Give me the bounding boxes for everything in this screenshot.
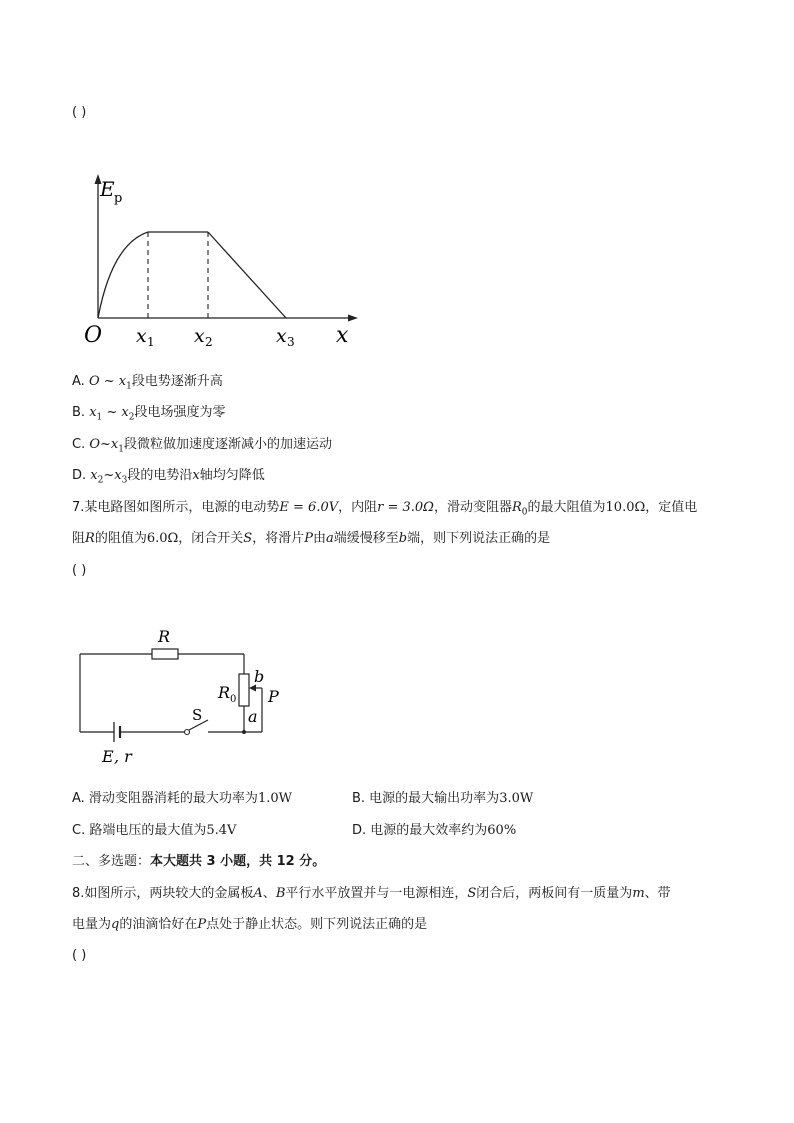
label-r0-sub: 0 [230, 694, 237, 705]
label-r: R [158, 627, 171, 646]
q7-option-d: D. 电源的最大效率约为60% [352, 823, 517, 838]
q8-stem-line2: 电量为q的油滴恰好在P点处于静止状态。则下列说法正确的是 [72, 917, 428, 932]
tick-x2-sub: 2 [205, 335, 213, 349]
switch-s-contact [185, 730, 190, 735]
tick-x1-sub: 1 [147, 335, 155, 349]
node-a [242, 730, 246, 734]
q7-answer-paren: ( ) [72, 563, 87, 578]
label-b: b [254, 667, 265, 686]
q7-option-b: B. 电源的最大输出功率为3.0W [352, 791, 534, 806]
label-r-internal: , r [114, 747, 132, 766]
x-axis-label: x [336, 323, 349, 348]
tick-x1: x [136, 325, 147, 347]
q7-option-a: A. 滑动变阻器消耗的最大功率为1.0W [72, 791, 292, 806]
ep-x-graph [78, 172, 368, 352]
label-e: E [102, 747, 114, 766]
q6-answer-paren: ( ) [72, 105, 87, 120]
rheostat-r0 [239, 674, 249, 706]
q6-option-b: B. $x_1$ ~ $x_2$段电场强度为零 [72, 405, 226, 423]
q6-option-d: D. $x_2\sim x_3$段的电势沿x轴均匀降低 [72, 468, 265, 486]
q6-option-c: C. $O\sim x_1$段微粒做加速度逐渐减小的加速运动 [72, 437, 332, 455]
label-p: P [268, 687, 279, 706]
q6-option-a: A. O ~ $x_1$段电势逐渐升高 [72, 374, 223, 392]
q8-answer-paren: ( ) [72, 948, 87, 963]
label-a: a [248, 707, 258, 726]
tick-x3-sub: 3 [287, 335, 295, 349]
section-heading-multiple-choice: 二、多选题：本大题共 3 小题，共 12 分。 [72, 854, 326, 869]
label-r0: R [218, 683, 231, 702]
circuit-diagram [72, 622, 282, 772]
q8-stem-line1: 8.如图所示，两块较大的金属板A、B平行水平放置并与一电源相连，S闭合后，两板间有一质量为m、带 [72, 886, 671, 901]
ep-decline [208, 232, 286, 318]
resistor-r [152, 649, 178, 659]
y-label: E [100, 177, 115, 201]
q7-stem-line2: 阻R的阻值为6.0Ω，闭合开关S，将滑片P由a端缓慢移至b端，则下列说法正确的是 [72, 531, 551, 546]
q7-stem-line1: 7.某电路图如图所示，电源的电动势E = 6.0V，内阻r = 3.0Ω，滑动变阻器$R_0$的最大阻值为10.0Ω，定值电 [72, 500, 698, 518]
label-s: S [192, 706, 203, 724]
y-label-sub: p [114, 191, 123, 206]
q7-option-c: C. 路端电压的最大值为5.4V [72, 823, 237, 838]
origin-label: O [84, 323, 103, 348]
x-axis-arrow [348, 315, 358, 322]
tick-x3: x [276, 325, 287, 347]
tick-x2: x [194, 325, 205, 347]
ep-curve [98, 232, 148, 318]
